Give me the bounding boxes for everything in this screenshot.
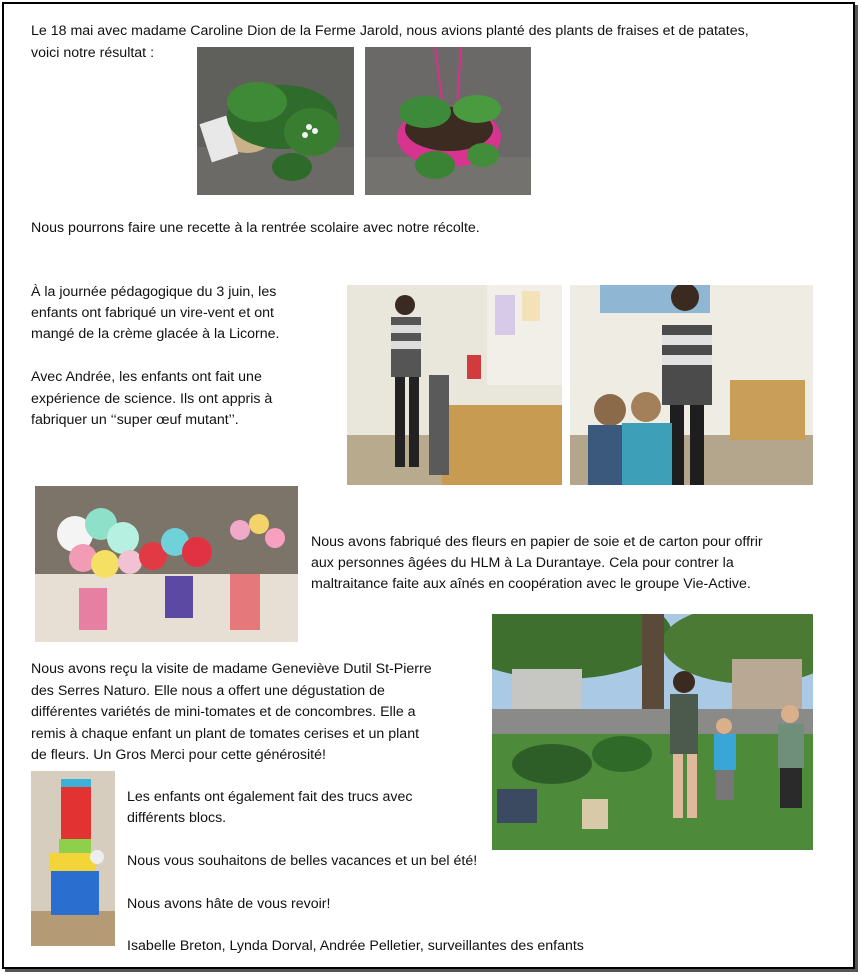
visit-line-3: différentes variétés de mini-tomates et de concombres. Elle a (31, 704, 416, 720)
intro-line-2: voici notre résultat : (31, 45, 155, 61)
classroom-photo-2 (570, 285, 813, 485)
signature: Isabelle Breton, Lynda Dorval, Andrée Pelletier, surveillantes des enfants (127, 938, 584, 954)
visit-line-5: de fleurs. Un Gros Merci pour cette générosité! (31, 747, 326, 763)
classroom-photo-1 (347, 285, 562, 485)
flowers-line-3: maltraitance faite aux aînés en coopération avec le groupe Vie-Active. (311, 576, 751, 592)
blocks-line-1: Les enfants ont également fait des trucs avec (127, 789, 413, 805)
ped-day-line-2: enfants ont fabriqué un vire-vent et ont (31, 305, 274, 321)
intro-line-1: Le 18 mai avec madame Caroline Dion de la Ferme Jarold, nous avions planté des plants de fraises et de patates, (31, 23, 749, 39)
see-you-text: Nous avons hâte de vous revoir! (127, 896, 331, 912)
ped-day-line-3: mangé de la crème glacée à la Licorne. (31, 326, 280, 342)
garden-visit-photo (492, 614, 813, 850)
potato-plant-photo (197, 47, 354, 195)
flowers-line-2: aux personnes âgées du HLM à La Durantaye. Cela pour contrer la (311, 555, 734, 571)
blocks-line-2: différents blocs. (127, 810, 227, 826)
paper-flowers-photo (35, 486, 298, 642)
science-line-2: expérience de science. Ils ont appris à (31, 391, 273, 407)
visit-line-4: remis à chaque enfant un plant de tomates cerises et un plant (31, 726, 420, 742)
visit-line-1: Nous avons reçu la visite de madame Geneviève Dutil St-Pierre (31, 661, 432, 677)
recipe-text: Nous pourrons faire une recette à la rentrée scolaire avec notre récolte. (31, 220, 480, 236)
holiday-wishes: Nous vous souhaitons de belles vacances et un bel été! (127, 853, 478, 869)
block-tower-photo (31, 771, 115, 946)
science-line-3: fabriquer un ‘‘super œuf mutant’’. (31, 412, 239, 428)
visit-line-2: des Serres Naturo. Elle nous a offert une dégustation de (31, 683, 385, 699)
flowers-line-1: Nous avons fabriqué des fleurs en papier de soie et de carton pour offrir (311, 534, 763, 550)
ped-day-line-1: À la journée pédagogique du 3 juin, les (31, 284, 277, 300)
science-line-1: Avec Andrée, les enfants ont fait une (31, 369, 262, 385)
strawberry-pot-photo (365, 47, 531, 195)
